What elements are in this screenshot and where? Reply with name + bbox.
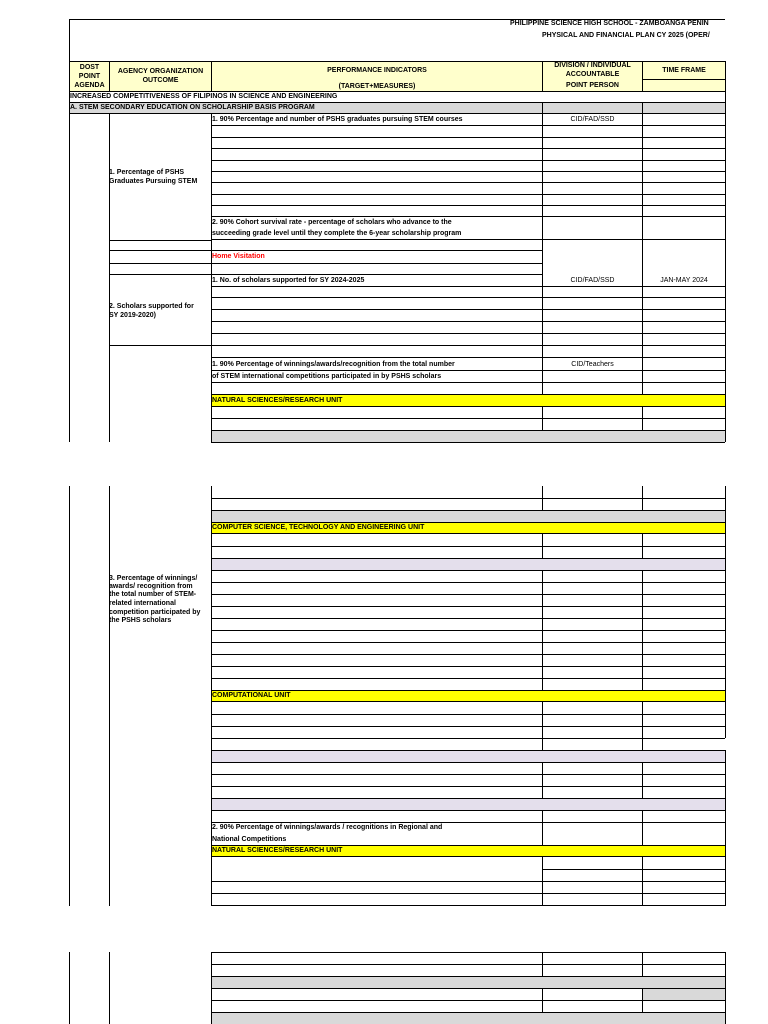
outcome-1b: Graduates Pursuing STEM (109, 178, 198, 185)
timeframe-jan-may: JAN-MAY 2024 (660, 277, 708, 284)
outcome-1a: 1. Percentage of PSHS (109, 169, 185, 176)
outcome-3-line3: the total number of STEM- (109, 591, 197, 598)
outcome-3-line4: related international (109, 600, 176, 607)
col-div-2: ACCOUNTABLE (565, 71, 620, 78)
col-perf-2: (TARGET+MEASURES) (338, 83, 416, 90)
division-cid-2: CID/FAD/SSD (570, 277, 615, 284)
section-stem: A. STEM SECONDARY EDUCATION ON SCHOLARSHIP BASIS PROGRAM (70, 104, 315, 111)
col-point: POINT (78, 73, 101, 80)
outcome-2b: SY 2019-2020) (109, 312, 156, 319)
col-perf-1: PERFORMANCE INDICATORS (327, 67, 427, 74)
col-agency-2: OUTCOME (142, 77, 179, 84)
indicator-cohort-b: succeeding grade level until they complete the 6-year scholarship program (212, 230, 462, 237)
section-increased: INCREASED COMPETITIVENESS OF FILIPINOS IN SCIENCE AND ENGINEERING (70, 93, 338, 100)
indicator-scholars-supported: 1. No. of scholars supported for SY 2024-2025 (212, 277, 365, 284)
col-div-3: POINT PERSON (566, 82, 619, 89)
indicator-cohort-a: 2. 90% Cohort survival rate - percentage of scholars who advance to the (212, 219, 452, 226)
home-visitation-label: Home Visitation (212, 253, 265, 260)
indicator-regional-a: 2. 90% Percentage of winnings/awards / recognitions in Regional and (212, 824, 443, 831)
col-time: TIME FRAME (662, 67, 706, 74)
division-cid-1: CID/FAD/SSD (570, 116, 615, 123)
outcome-3-line1: 3. Percentage of winnings/ (109, 575, 198, 582)
outcome-3-line2: awards/ recognition from (109, 583, 193, 590)
unit-computational: COMPUTATIONAL UNIT (212, 692, 291, 699)
outcome-2a: 2. Scholars supported for (109, 303, 194, 310)
indicator-regional-b: National Competitions (212, 836, 287, 843)
indicator-graduates-stem: 1. 90% Percentage and number of PSHS graduates pursuing STEM courses (212, 116, 463, 123)
indicator-intl-a: 1. 90% Percentage of winnings/awards/recognition from the total number (212, 361, 455, 368)
unit-natural-sciences: NATURAL SCIENCES/RESEARCH UNIT (212, 397, 343, 404)
unit-natural-sciences-2: NATURAL SCIENCES/RESEARCH UNIT (212, 847, 343, 854)
unit-cste: COMPUTER SCIENCE, TECHNOLOGY AND ENGINEERING UNIT (212, 524, 425, 531)
col-agency-1: AGENCY ORGANIZATION (117, 68, 204, 75)
col-agenda: AGENDA (74, 82, 105, 89)
document-subtitle: PHYSICAL AND FINANCIAL PLAN CY 2025 (OPER/ (542, 32, 710, 39)
document-title: PHILIPPINE SCIENCE HIGH SCHOOL - ZAMBOANGA PENIN (510, 20, 709, 27)
outcome-3-line5: competition participated by (109, 609, 201, 616)
division-cid-teachers: CID/Teachers (571, 361, 614, 368)
col-div-1: DIVISION / INDIVIDUAL (554, 62, 631, 69)
indicator-intl-b: of STEM international competitions participated in by PSHS scholars (212, 373, 442, 380)
outcome-3-line6: the PSHS scholars (109, 617, 172, 624)
col-dost: DOST (79, 64, 100, 71)
